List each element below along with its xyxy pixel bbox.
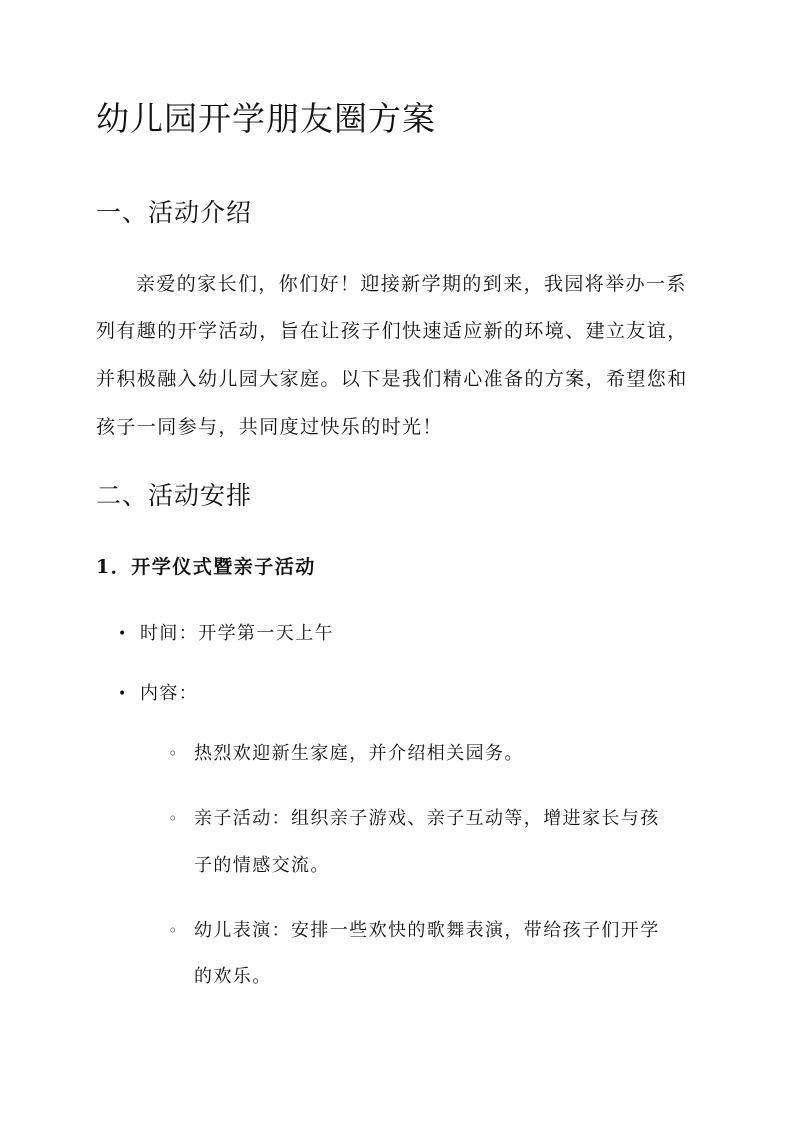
bullet-icon: • <box>118 626 128 642</box>
intro-paragraph-line: 亲爱的家长们，你们好！迎接新学期的到来，我园将举办一系 <box>136 273 687 295</box>
sub-list-item-text: 热烈欢迎新生家庭，并介绍相关园务。 <box>194 743 524 764</box>
circle-bullet-icon: ◦ <box>168 921 179 940</box>
bullet-icon: • <box>118 686 128 702</box>
sub-list-item-continuation: 的欢乐。 <box>194 966 272 987</box>
sub-list-item <box>168 917 660 945</box>
list-item-content <box>118 680 198 708</box>
sub-list-item-text: 幼儿表演：安排一些欢快的歌舞表演，带给孩子们开学 <box>194 920 660 941</box>
section-heading-intro: 一、活动介绍 <box>96 198 253 227</box>
circle-bullet-icon: ◦ <box>168 809 179 828</box>
sub-list-item-continuation: 子的情感交流。 <box>194 855 330 876</box>
section-heading-schedule: 二、活动安排 <box>96 481 253 510</box>
intro-paragraph-line: 列有趣的开学活动，旨在让孩子们快速适应新的环境、建立友谊， <box>96 320 688 342</box>
subheading-opening-ceremony: 1．开学仪式暨亲子活动 <box>96 556 316 578</box>
list-item-time <box>118 620 334 648</box>
document-title: 幼儿园开学朋友圈方案 <box>96 99 436 138</box>
circle-bullet-icon: ◦ <box>168 744 179 763</box>
list-item-text: 时间：开学第一天上午 <box>140 623 334 644</box>
list-item-text: 内容： <box>140 683 199 704</box>
sub-list-item <box>168 805 660 833</box>
intro-paragraph-line: 并积极融入幼儿园大家庭。以下是我们精心准备的方案，希望您和 <box>96 368 688 390</box>
intro-paragraph-line: 孩子一同参与，共同度过快乐的时光！ <box>96 416 443 438</box>
sub-list-item <box>168 740 524 768</box>
sub-list-item-text: 亲子活动：组织亲子游戏、亲子互动等，增进家长与孩 <box>194 808 660 829</box>
